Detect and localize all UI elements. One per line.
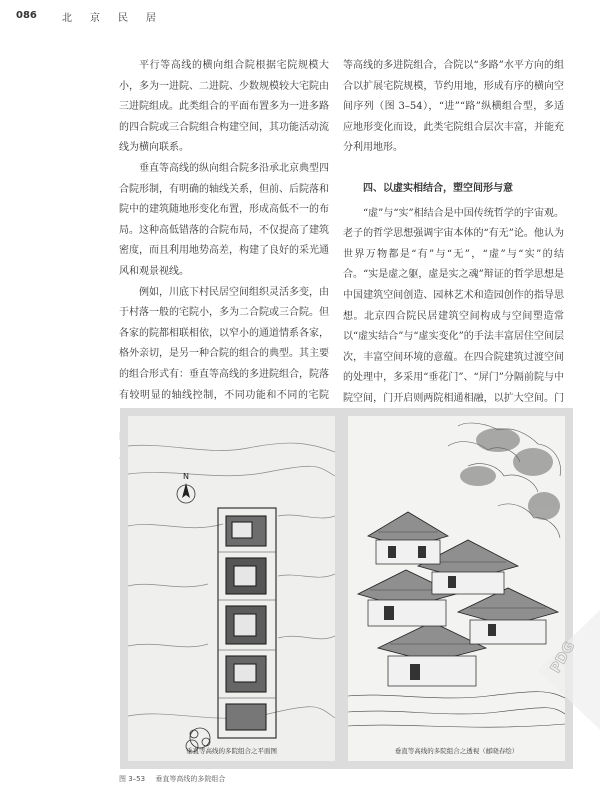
figure-title: 垂直等高线的多院组合 xyxy=(155,775,226,783)
running-head: 北京民居 xyxy=(62,13,174,24)
site-plan-drawing xyxy=(128,416,335,761)
section-heading: 四、以虚实相结合，塑空间形与意 xyxy=(363,182,513,194)
pdg-watermark xyxy=(538,610,600,730)
paragraph: 例如，川底下村民居空间组织灵活多变，由于村落一般的宅院小，多为二合院或三合院。但各家的院都相联相依，以窄小的通道情系各家，格外亲切，是另一种合院的组合的典型。其主要的组合形式有：垂直等高线的多进院组合，院落有较明显的轴线控制，不同功能和不同的宅院 xyxy=(119,286,329,401)
paragraph: “虚”与“实”相结合是中国传统哲学的宇宙观。老子的哲学思想强调宇宙本体的“有无”论。他认为世界万物都是“有”与“无”，“虚”与“实”的结合。“实是虚之躯，虚是实之魂”辩证的哲学思想是中国建筑空间创造、园林艺术和造园创作的指导思想。北京四合院民居建筑空间构成与空间塑造常以“虚实结合”与“虚实变化”的手法丰富居住空间层次，丰富空间环境的意蕴。在四合院建筑过渡空间的处理中，多采用“垂花门”、“屏门”分隔前院与中院空间，门开启则两院相通相融，以扩大空间。门 xyxy=(343,207,564,404)
right-column xyxy=(343,56,564,451)
paragraph: 垂直等高线的纵向组合院多沿承北京典型四合院形制，有明确的轴线关系，但前、后院落和院中的建筑随地形变化布置，形成高低不一的布局。这种高低错落的合院布局，不仅提高了建筑密度，而且利用地势高差，构建了良好的采光通风和观景视线。 xyxy=(119,162,329,277)
perspective-drawing xyxy=(348,416,565,761)
watermark-text: PDG xyxy=(547,639,579,676)
figure-3-53 xyxy=(120,408,573,769)
perspective-caption: 垂直等高线的多院组合之透视（邮晓春绘） xyxy=(394,747,519,755)
left-column xyxy=(119,56,329,468)
paragraph: 平行等高线的横向组合院根据宅院规模大小，多为一进院、二进院、少数规模较大宅院由三进院组成。此类组合的平面布置多为一进多路的四合院或三合院组合构建空间，其功能活动流线为横向联系。 xyxy=(119,60,329,154)
north-label: N xyxy=(183,472,189,481)
page-number: 086 xyxy=(16,10,37,21)
figure-number: 图 3–53 xyxy=(119,775,146,783)
paragraph-continuation: 等高线的多进院组合，合院以“多路”水平方向的组合以扩展宅院规模，节约用地，形成有序的横向空间序列（图 3–54），“进”“路”纵横组合型，多适应地形变化而设，此类宅院组合层次丰富，并能充分利用地形。 xyxy=(343,60,564,154)
north-arrow-icon xyxy=(177,483,195,503)
figure-caption xyxy=(119,774,225,784)
plan-caption: 垂直等高线的多院组合之平面图 xyxy=(186,747,277,755)
